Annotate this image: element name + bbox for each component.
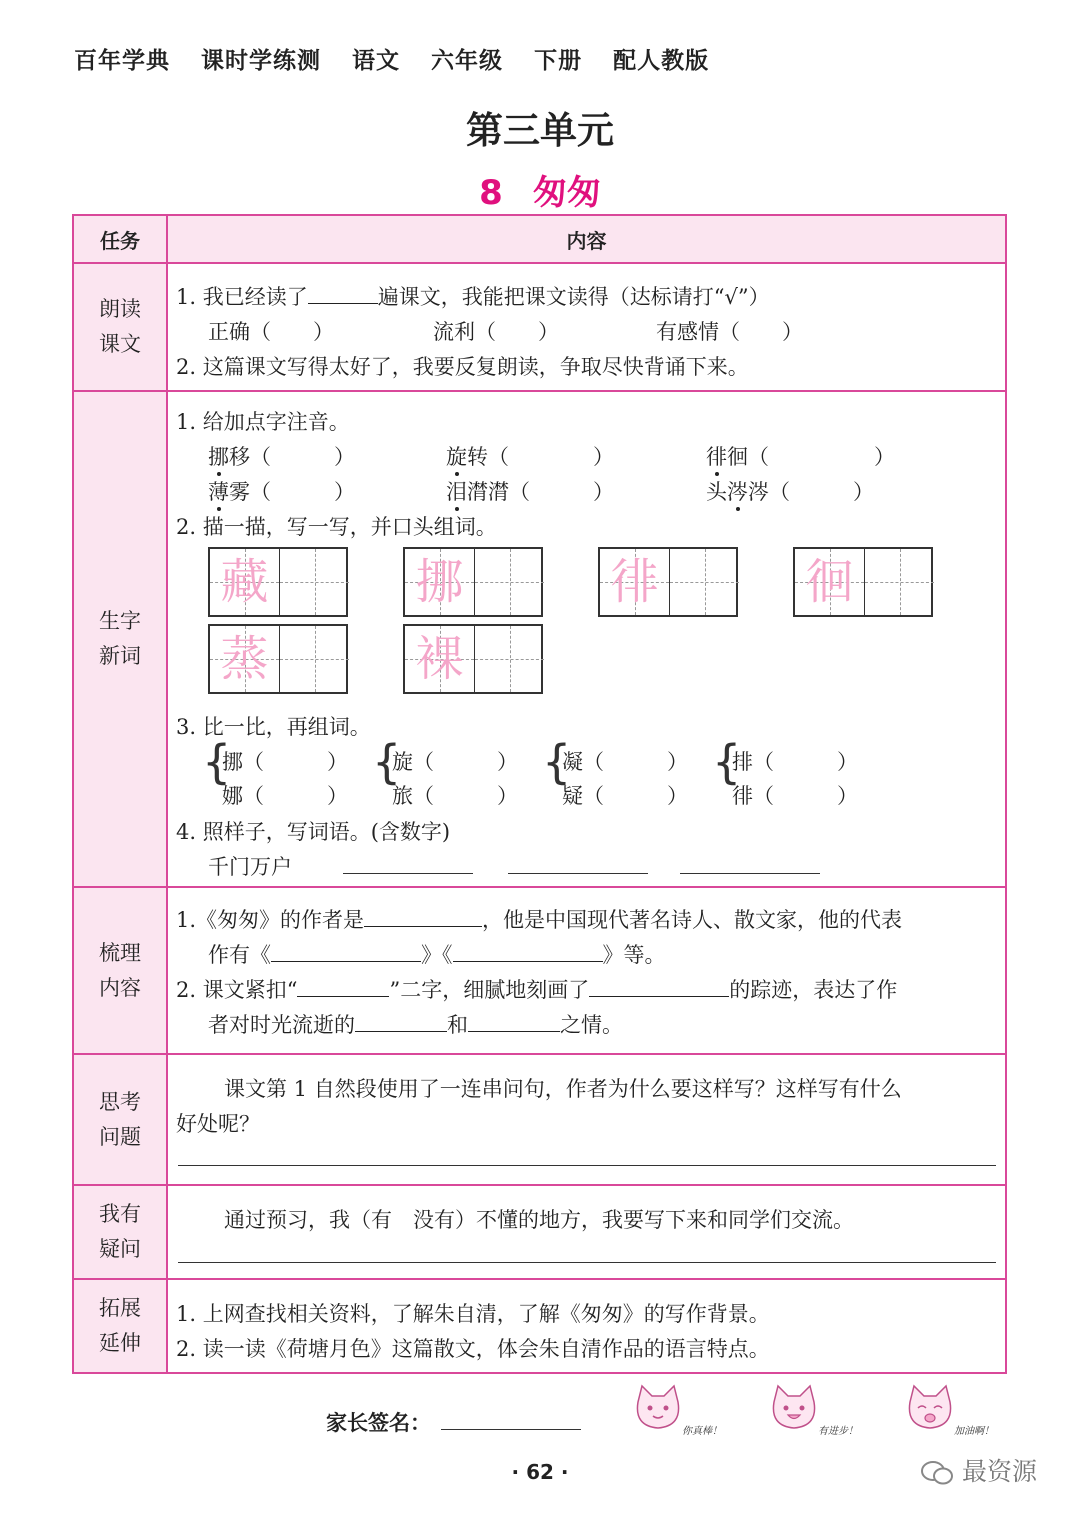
header-task: 任务	[73, 215, 167, 263]
row-extend	[73, 1279, 1006, 1373]
cat-icon	[900, 1382, 960, 1437]
row-label: 思考 问题	[73, 1054, 167, 1185]
read-q2: 2. 这篇课文写得太好了，我要反复朗读，争取尽快背诵下来。	[176, 355, 749, 379]
row-label: 梳理 内容	[73, 887, 167, 1054]
blank-feeling[interactable]	[468, 1011, 560, 1032]
row-think	[73, 1054, 1006, 1185]
read-q1: 1. 我已经读了 遍课文，我能把课文读得（达标请打“√”）	[176, 285, 770, 309]
compare-item[interactable]: 娜（ ）	[222, 784, 348, 808]
lesson-name: 匆匆	[532, 173, 601, 213]
extend-q1: 1. 上网查找相关资料，了解朱自清，了解《匆匆》的写作背景。	[176, 1302, 770, 1326]
trace-char: 蒸	[220, 631, 269, 687]
sticker-text: 你真棒！	[682, 1426, 722, 1437]
answer-line[interactable]	[343, 873, 473, 874]
compare-item[interactable]: 疑（ ）	[562, 784, 688, 808]
trace-char: 裸	[415, 631, 464, 687]
trace-box[interactable]	[403, 547, 543, 617]
blank-work[interactable]	[271, 941, 421, 962]
trace-char: 挪	[415, 554, 464, 610]
answer-line[interactable]	[680, 873, 820, 874]
answer-line[interactable]	[178, 1262, 996, 1263]
trace-char: 藏	[220, 554, 269, 610]
row-content	[167, 1054, 1006, 1185]
pinyin-item[interactable]: 薄雾（ ）	[208, 480, 355, 504]
row-sort	[73, 887, 1006, 1054]
header-item: 课时学练测	[201, 48, 322, 74]
compare-item[interactable]: 旋（ ）	[392, 750, 518, 774]
header-item: 百年学典	[74, 48, 170, 74]
vocab-q1: 1. 给加点字注音。	[176, 410, 350, 434]
page-number: · 62 ·	[511, 1460, 569, 1484]
trace-box[interactable]	[403, 624, 543, 694]
blank-trace[interactable]	[589, 976, 729, 997]
book-header	[74, 42, 731, 75]
lesson-title	[0, 165, 1080, 214]
sticker-text: 加油啊！	[954, 1426, 994, 1437]
watermark-text: 最资源	[961, 1457, 1037, 1486]
blank-keyword[interactable]	[297, 976, 389, 997]
row-content	[167, 1185, 1006, 1279]
watermark	[920, 1452, 1037, 1488]
cat-icon	[628, 1382, 688, 1437]
cat-icon	[764, 1382, 824, 1437]
row-content	[167, 1279, 1006, 1373]
vocab-q3: 3. 比一比，再组词。	[176, 715, 371, 739]
compare-item[interactable]: 挪（ ）	[222, 750, 348, 774]
unit-title: 第三单元	[466, 109, 614, 152]
row-content: 1. 给加点字注音。 挪移（ ） 旋转（ ） 徘徊（ ） 薄雾（ ） 泪潸潸（ ） 头涔涔（ ） 2. 描一描，写一写，并口头组词。 藏 挪 徘 徊 蒸 裸 3. 比一比，再组词。 { 挪（ ） 娜（ ） { 旋（ ） 旅（ ） { 凝（ ） 疑（ ） { 排（ ） 徘（ ） 4. 照样子，写词语。(含数字) 千门万户	[167, 391, 1006, 887]
pinyin-item[interactable]: 泪潸潸（ ）	[446, 480, 614, 504]
sort-line: 1.《匆匆》的作者是 ，他是中国现代著名诗人、散文家，他的代表	[176, 908, 903, 932]
trace-box[interactable]	[793, 547, 933, 617]
cat-sticker	[900, 1382, 1010, 1442]
header-item: 下册	[534, 48, 583, 74]
think-text: 好处呢？	[176, 1112, 260, 1136]
answer-line[interactable]	[508, 873, 648, 874]
pinyin-item[interactable]: 头涔涔（ ）	[706, 480, 874, 504]
compare-item[interactable]: 旅（ ）	[392, 784, 518, 808]
task-table	[72, 214, 1007, 1374]
trace-box[interactable]	[598, 547, 738, 617]
table-header-row	[73, 215, 1006, 263]
option-fluent[interactable]: 流利（ ）	[433, 320, 559, 344]
row-label: 拓展 延伸	[73, 1279, 167, 1373]
header-item: 六年级	[431, 48, 504, 74]
signature-label: 家长签名：	[326, 1411, 431, 1435]
wechat-icon	[920, 1460, 954, 1486]
trace-box[interactable]	[208, 624, 348, 694]
cat-sticker	[628, 1382, 738, 1442]
row-label: 生字 新词	[73, 391, 167, 887]
header-content: 内容	[167, 215, 1006, 263]
row-label: 朗读 课文	[73, 263, 167, 391]
sticker-text: 有进步！	[818, 1426, 858, 1437]
think-text: 课文第 1 自然段使用了一连串问句，作者为什么要这样写？这样写有什么	[224, 1077, 902, 1101]
lesson-number: 8	[479, 173, 503, 213]
signature-line[interactable]	[441, 1429, 581, 1430]
vocab-q2: 2. 描一描，写一写，并口头组词。	[176, 515, 497, 539]
blank-read-count[interactable]	[308, 283, 378, 304]
extend-q2: 2. 读一读《荷塘月色》这篇散文，体会朱自清作品的语言特点。	[176, 1337, 770, 1361]
sort-line: 者对时光流逝的 和 之情。	[208, 1013, 623, 1037]
row-read	[73, 263, 1006, 391]
header-item: 语文	[352, 48, 401, 74]
blank-feeling[interactable]	[355, 1011, 447, 1032]
row-label: 我有 疑问	[73, 1185, 167, 1279]
doubt-text: 通过预习，我（有 没有）不懂的地方，我要写下来和同学们交流。	[224, 1208, 854, 1232]
trace-char: 徘	[610, 554, 659, 610]
compare-item[interactable]: 排（ ）	[732, 750, 858, 774]
cat-sticker	[764, 1382, 874, 1442]
pinyin-item[interactable]: 旋转（ ）	[446, 445, 614, 469]
blank-work[interactable]	[453, 941, 603, 962]
option-correct[interactable]: 正确（ ）	[208, 320, 334, 344]
row-content	[167, 887, 1006, 1054]
trace-char: 徊	[805, 554, 854, 610]
row-doubt	[73, 1185, 1006, 1279]
answer-line[interactable]	[178, 1165, 996, 1166]
option-expressive[interactable]: 有感情（ ）	[656, 320, 803, 344]
pinyin-item[interactable]: 徘徊（ ）	[706, 445, 895, 469]
vocab-q4: 4. 照样子，写词语。(含数字)	[176, 820, 451, 844]
compare-item[interactable]: 徘（ ）	[732, 784, 858, 808]
blank-author[interactable]	[364, 906, 482, 927]
parent-signature	[326, 1407, 581, 1437]
example-word: 千门万户	[208, 855, 292, 879]
trace-box[interactable]	[208, 547, 348, 617]
compare-item[interactable]: 凝（ ）	[562, 750, 688, 774]
row-content	[167, 263, 1006, 391]
pinyin-item[interactable]: 挪移（ ）	[208, 445, 355, 469]
sort-line: 作有《 》《 》等。	[208, 943, 666, 967]
sort-line: 2. 课文紧扣“ ”二字，细腻地刻画了 的踪迹，表达了作	[176, 978, 898, 1002]
header-item: 配人教版	[613, 48, 710, 74]
row-vocab	[73, 391, 1006, 887]
